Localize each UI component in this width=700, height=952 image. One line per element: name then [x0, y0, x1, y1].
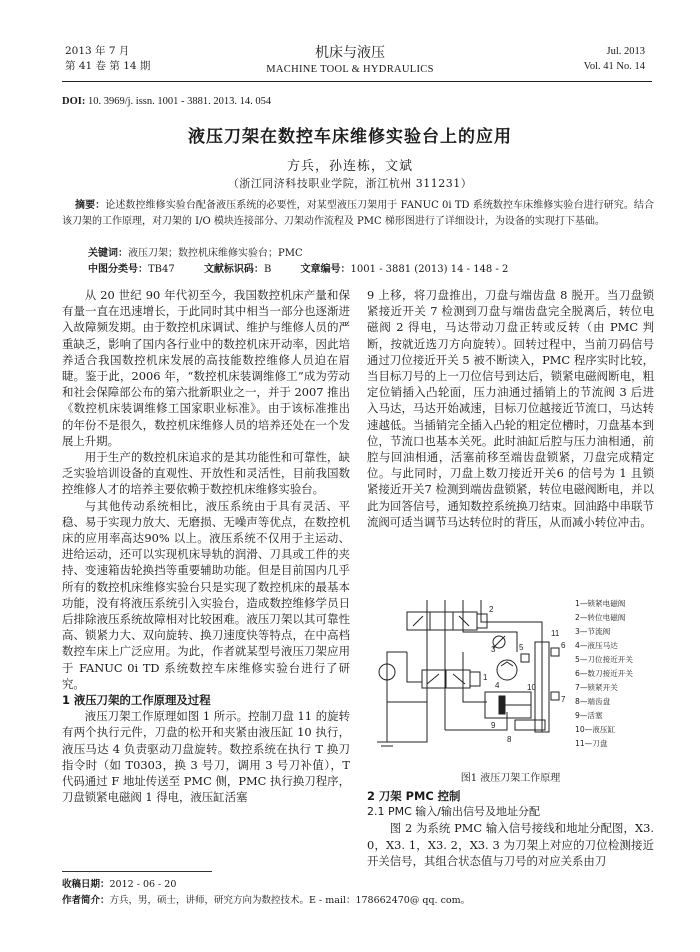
legend-item: 6—数刀接近开关 — [575, 669, 633, 678]
paragraph: 9 上移，将刀盘推出，刀盘与端齿盘 8 脱开。当刀盘锁紧接近开关 7 检测到刀盘与端齿盘完全脱离后，转位电磁阀 2 得电，马达带动刀盘正转或反转（由 PMC 判断，按就近选刀方向旋转）。回转过程中，当前刀码信号通过刀位接近开关 5 被不断读入，PMC 程序实时比较，当目标刀号的上一刀位信号到达后，锁紧电磁阀断电，粗定位销插入凸轮面，压力油通过插销上的节流阀 3 后进入马达，马达开始减速，目标刀位越接近节流口，马达转速越低。当插销完全插入凸轮的粗定位槽时，刀盘基本到位，节流口也基本关死。此时油缸后腔与压力油相通，前腔与回油相通，活塞前移至端齿盘锁紧，刀盘完成精定位。与此同时，刀盘上数刀接近开关6 的信号为 1 且锁紧接近开关7 检测到端齿盘锁紧，转位电磁阀断电，并以此为回答信号，通知数控系统换刀结束。回油路中串联节流阀可适当调节马达转位时的背压，从而减小转位冲击。 — [367, 288, 654, 529]
clc-value: TB47 — [148, 264, 175, 275]
received-label: 收稿日期： — [62, 879, 110, 890]
clc-label: 中图分类号： — [88, 264, 148, 275]
paragraph: 从 20 世纪 90 年代初至今，我国数控机床产量和保有量一直在迅速增长，于此同时其中相当一部分也逐渐进入故障频发期。由于数控机床调试、维护与维修人员的严重缺乏，影响了国内各行业中的数控机床开动率，因此培养适合我国数控机床发展的高技能数控维修人员迫在眉睫。鉴于此，2006 年，“数控机床装调维修工”成为劳动和社会保障部公布的第六批新职业之一，并于 2007 推出《数控机床装调维修工国家职业标准》。由于该标准推出的年份不是很久，数控机床维修人员的培养还处在一个发展上升期。 — [62, 288, 350, 448]
label-10: 10 — [527, 683, 536, 692]
label-9: 9 — [491, 721, 496, 730]
volume-issue-en: Vol. 41 No. 14 — [583, 61, 645, 72]
journal-name-cn: 机床与液压 — [315, 45, 385, 61]
bio-text: 方兵，男，硕士，讲师，研究方向为数控技术。E - mail：178662470@ qq. com。 — [109, 895, 471, 906]
legend-item: 2—转位电磁阀 — [575, 613, 626, 622]
author-list: 方兵，孙连栋，文斌 — [286, 159, 413, 174]
label-1: 1 — [483, 673, 488, 682]
issue-info-en — [584, 44, 645, 74]
label-3: 3 — [491, 645, 496, 654]
abstract-text: 论述数控维修实验台配备液压系统的必要性，对某型液压刀架用于 FANUC 0i TD 系统数控车床维修实验台进行研究。结合该刀架的工作原理，对刀架的 I/O 模块连接部分、刀架动作流程及 PMC 梯形图进行了详细设计，为设备的实现打下基础。 — [62, 200, 655, 227]
paragraph: 液压刀架工作原理如图 1 所示。控制刀盘 11 的旋转有两个执行元件，刀盘的松开和夹紧由液压缸 10 执行，液压马达 4 负责驱动刀盘旋转。数控系统在执行 T 换刀指令时（如 T0303，换 3 号刀，调用 3 号刀补值），T 代码通过 F 地址传送至 PMC 侧，PMC 执行换刀程序，刀盘锁紧电磁阀 1 得电，液压缸活塞 — [62, 709, 350, 805]
paragraph: 与其他传动系统相比，液压系统由于具有灵活、平稳、易于实现力放大、无磨损、无噪声等优点，在数控机床的应用率高达90% 以上。液压系统不仅用于主运动、进给运动，还可以实现机床导轨的润滑、刀具或工件的夹持、变速箱齿轮换挡等重要辅助功能。但是目前国内几乎所有的数控机床维修实验台只是实现了数控机床的最基本功能，没有将液压系统引入实验台，造成数控维修学员日后排除液压系统故障相对比较困难。液压刀架以其可靠性高、锁紧力大、双向旋转、换刀速度快等特点，在中高档数控车床上广泛应用。为此，作者就某型号液压刀架应用于 FANUC 0i TD 系统数控车床维修实验台进行了研究。 — [62, 498, 350, 691]
legend-item: 9—活塞 — [575, 711, 603, 720]
affiliation: （浙江同济科技职业学院，浙江杭州 311231） — [227, 177, 473, 190]
counting-switch-6 — [551, 648, 559, 656]
paragraph: 用于生产的数控机床追求的是其功能性和可靠性，缺乏实验培训设备的直观性、开放性和灵活性，目前我国数控维修人才的培养主要依赖于数控机床维修实验台。 — [62, 450, 350, 497]
issue-date-cn: 2013 年 7 月 — [65, 45, 130, 57]
keywords — [88, 246, 303, 261]
turret-schematic-figure — [367, 592, 654, 752]
paragraph: 图 2 为系统 PMC 输入信号接线和地址分配图，X3. 0，X3. 1，X3. 2，X3. 3 为刀架上对应的刀位检测接近开关信号，其组合状态值与刀号的对应关系由刀 — [367, 821, 654, 868]
legend-item: 8—端齿盘 — [575, 697, 611, 706]
pipe-line — [445, 712, 507, 730]
figure-caption: 图1 液压刀架工作原理 — [460, 773, 561, 784]
position-switch-5 — [521, 654, 529, 662]
issue-date-en: Jul. 2013 — [606, 46, 645, 57]
legend-item: 1—锁紧电磁阀 — [575, 599, 626, 608]
journal-name-en: MACHINE TOOL & HYDRAULICS — [266, 64, 434, 75]
right-column-lower — [367, 788, 654, 869]
hydraulic-motor-4 — [497, 660, 517, 680]
legend-item: 4—液压马达 — [575, 641, 618, 650]
label-7: 7 — [561, 695, 566, 704]
abstract-label: 摘要： — [75, 200, 106, 211]
solenoid-2 — [477, 614, 487, 628]
abstract — [62, 198, 654, 230]
pipe-line — [407, 652, 422, 682]
solenoid-1 — [470, 672, 480, 686]
subsection-heading-2-1: 2.1 PMC 输入/输出信号及地址分配 — [367, 805, 540, 819]
label-6: 6 — [561, 641, 566, 650]
keywords-text: 液压刀架；数控机床维修实验台；PMC — [128, 248, 303, 259]
legend-item: 5—刀位接近开关 — [575, 655, 633, 664]
legend-item: 3—节流阀 — [575, 627, 611, 636]
doc-code-value: B — [263, 264, 272, 275]
header-rule — [62, 81, 652, 82]
label-5: 5 — [519, 643, 524, 652]
section-heading-1: 1 液压刀架的工作原理及过程 — [62, 693, 211, 708]
label-2: 2 — [489, 605, 494, 614]
author-bio — [62, 894, 470, 908]
gear-disc-8 — [515, 720, 545, 730]
section-heading-2: 2 刀架 PMC 控制 — [367, 789, 461, 803]
received-date — [62, 878, 176, 892]
label-11: 11 — [551, 629, 560, 638]
left-column — [62, 287, 350, 806]
doi-line — [62, 96, 271, 107]
legend-item: 7—锁紧开关 — [575, 683, 618, 692]
doi-label: DOI: — [62, 96, 86, 107]
article-no-label: 文章编号： — [300, 264, 351, 275]
doc-code-label: 文献标识码： — [203, 264, 264, 275]
paper-title: 液压刀架在数控车床维修实验台上的应用 — [188, 127, 512, 147]
lock-switch-7 — [551, 692, 559, 700]
legend-item: 11—刀盘 — [575, 739, 608, 748]
doi-value: 10. 3969/j. issn. 1001 - 3881. 2013. 14. 054 — [87, 96, 272, 107]
classification-line — [88, 262, 534, 277]
right-column — [367, 287, 654, 530]
bio-label: 作者简介： — [62, 895, 110, 906]
received-value: 2012 - 06 - 20 — [109, 879, 177, 890]
article-no-value: 1001 - 3881 (2013) 14 - 148 - 2 — [350, 264, 509, 275]
legend-item: 10—液压缸 — [575, 725, 616, 734]
footnote-rule — [62, 871, 212, 872]
keywords-label: 关键词： — [88, 248, 128, 259]
label-8: 8 — [507, 735, 512, 744]
piston-9 — [499, 696, 505, 714]
volume-issue-cn: 第 41 卷 第 14 期 — [65, 60, 151, 72]
label-4: 4 — [495, 681, 500, 690]
